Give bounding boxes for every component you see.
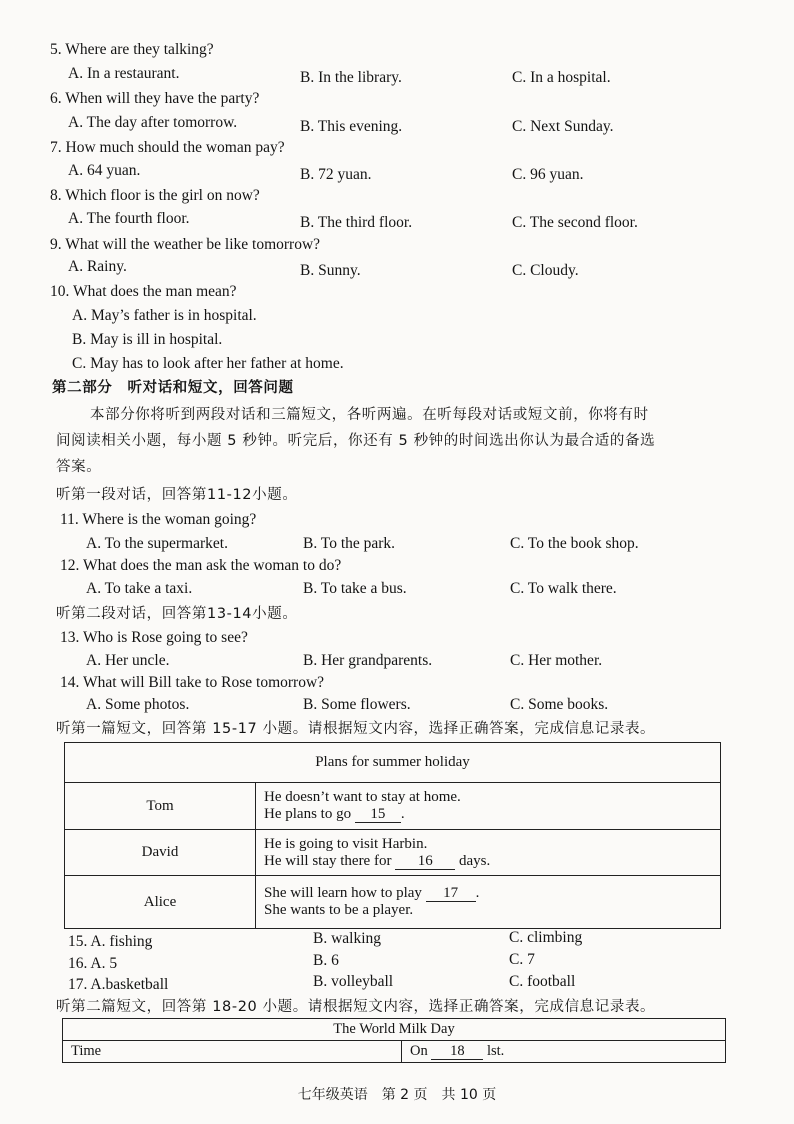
option-a: A. In a restaurant.	[68, 65, 180, 82]
option-b: B. Some flowers.	[303, 696, 411, 713]
david-line-2	[264, 853, 712, 870]
on-text: On	[410, 1043, 428, 1059]
blank-18: 18	[431, 1043, 483, 1060]
dialog-instruction: 听第一段对话，回答第11-12小题。	[56, 487, 298, 503]
alice-period: .	[475, 885, 480, 901]
option-b: B. To the park.	[303, 535, 396, 552]
option-c: C. In a hospital.	[512, 69, 611, 86]
table-title: The World Milk Day	[63, 1019, 726, 1041]
option-a: A. Her uncle.	[86, 652, 170, 669]
option-c: C. The second floor.	[512, 214, 638, 231]
option-a: A. The day after tomorrow.	[68, 114, 238, 131]
ist-text: lst.	[486, 1043, 505, 1059]
alice-plan	[256, 876, 721, 929]
alice-text: She will learn how to play	[264, 885, 422, 901]
option-c: C. climbing	[509, 929, 583, 946]
option-a: A. The fourth floor.	[68, 210, 190, 227]
question-text: 7. How much should the woman pay?	[50, 139, 285, 156]
option-a: A. 64 yuan.	[68, 162, 141, 179]
option-b: B. This evening.	[300, 118, 403, 135]
page-footer: 七年级英语 第 2 页 共 10 页	[297, 1087, 497, 1103]
option-a: A. Some photos.	[86, 696, 190, 713]
option-a: A. To take a taxi.	[86, 580, 193, 597]
option-c: C. football	[509, 973, 576, 990]
option-a: 16. A. 5	[68, 955, 118, 972]
question-text: 6. When will they have the party?	[50, 90, 260, 107]
section-intro: 本部分你将听到两段对话和三篇短文，各听两遍。在听每段对话或短文前，你将有时	[90, 407, 649, 423]
option-b: B. To take a bus.	[303, 580, 407, 597]
question-text: 13. Who is Rose going to see?	[60, 629, 248, 646]
option-b: B. volleyball	[313, 973, 394, 990]
option-c: C. 7	[509, 951, 535, 968]
passage-instruction: 听第二篇短文，回答第 18-20 小题。请根据短文内容，选择正确答案，完成信息记录表。	[56, 999, 656, 1015]
question-text: 9. What will the weather be like tomorrow?	[50, 236, 321, 253]
time-label: Time	[63, 1041, 402, 1063]
option-c: C. 96 yuan.	[512, 166, 584, 183]
david-line-1: He is going to visit Harbin.	[264, 835, 428, 852]
section-title: 第二部分 听对话和短文，回答问题	[52, 380, 294, 396]
name-david: David	[65, 830, 256, 876]
option-a: 15. A. fishing	[68, 933, 153, 950]
summer-plans-table	[64, 742, 721, 929]
option-c: C. May has to look after her father at home.	[72, 355, 344, 372]
question-text: 12. What does the man ask the woman to do?	[60, 557, 342, 574]
option-a: 17. A.basketball	[68, 976, 169, 993]
david-days: days.	[458, 852, 491, 869]
option-b: B. Sunny.	[300, 262, 361, 279]
option-c: C. To walk there.	[510, 580, 617, 597]
option-c: C. Cloudy.	[512, 262, 579, 279]
option-b: B. May is ill in hospital.	[72, 331, 223, 348]
passage-instruction: 听第一篇短文，回答第 15-17 小题。请根据短文内容，选择正确答案，完成信息记录表。	[56, 721, 656, 737]
blank-15: 15	[355, 806, 401, 823]
option-c: C. Some books.	[510, 696, 609, 713]
section-intro: 间阅读相关小题，每小题 5 秒钟。听完后，你还有 5 秒钟的时间选出你认为最合适的备选	[56, 433, 656, 449]
option-a: A. Rainy.	[68, 258, 127, 275]
tom-period: .	[400, 806, 405, 822]
milk-day-table	[62, 1018, 726, 1063]
blank-17: 17	[426, 885, 476, 902]
question-text: 10. What does the man mean?	[50, 283, 237, 300]
alice-line-2: She wants to be a player.	[264, 902, 414, 918]
option-b: B. 72 yuan.	[300, 166, 372, 183]
option-a: A. To the supermarket.	[86, 535, 228, 552]
alice-line-1	[264, 885, 712, 902]
question-text: 14. What will Bill take to Rose tomorrow?	[60, 674, 325, 691]
option-b: B. In the library.	[300, 69, 402, 86]
option-b: B. The third floor.	[300, 214, 413, 231]
tom-line-2	[264, 806, 712, 823]
david-plan	[256, 830, 721, 876]
time-value	[402, 1041, 726, 1063]
question-text: 11. Where is the woman going?	[60, 511, 257, 528]
question-text: 8. Which floor is the girl on now?	[50, 187, 260, 204]
blank-16: 16	[395, 853, 455, 870]
option-c: C. Her mother.	[510, 652, 603, 669]
name-alice: Alice	[65, 876, 256, 929]
dialog-instruction: 听第二段对话，回答第13-14小题。	[56, 606, 298, 622]
option-c: C. Next Sunday.	[512, 118, 614, 135]
option-b: B. 6	[313, 952, 339, 969]
tom-line-1: He doesn’t want to stay at home.	[264, 789, 461, 805]
section-intro: 答案。	[56, 459, 102, 475]
table-title: Plans for summer holiday	[65, 743, 721, 783]
david-text: He will stay there for	[264, 852, 392, 869]
option-c: C. To the book shop.	[510, 535, 639, 552]
question-text: 5. Where are they talking?	[50, 41, 214, 58]
tom-plan	[256, 783, 721, 830]
option-a: A. May’s father is in hospital.	[72, 307, 257, 324]
tom-text: He plans to go	[264, 806, 352, 822]
option-b: B. walking	[313, 930, 382, 947]
option-b: B. Her grandparents.	[303, 652, 433, 669]
name-tom: Tom	[65, 783, 256, 830]
